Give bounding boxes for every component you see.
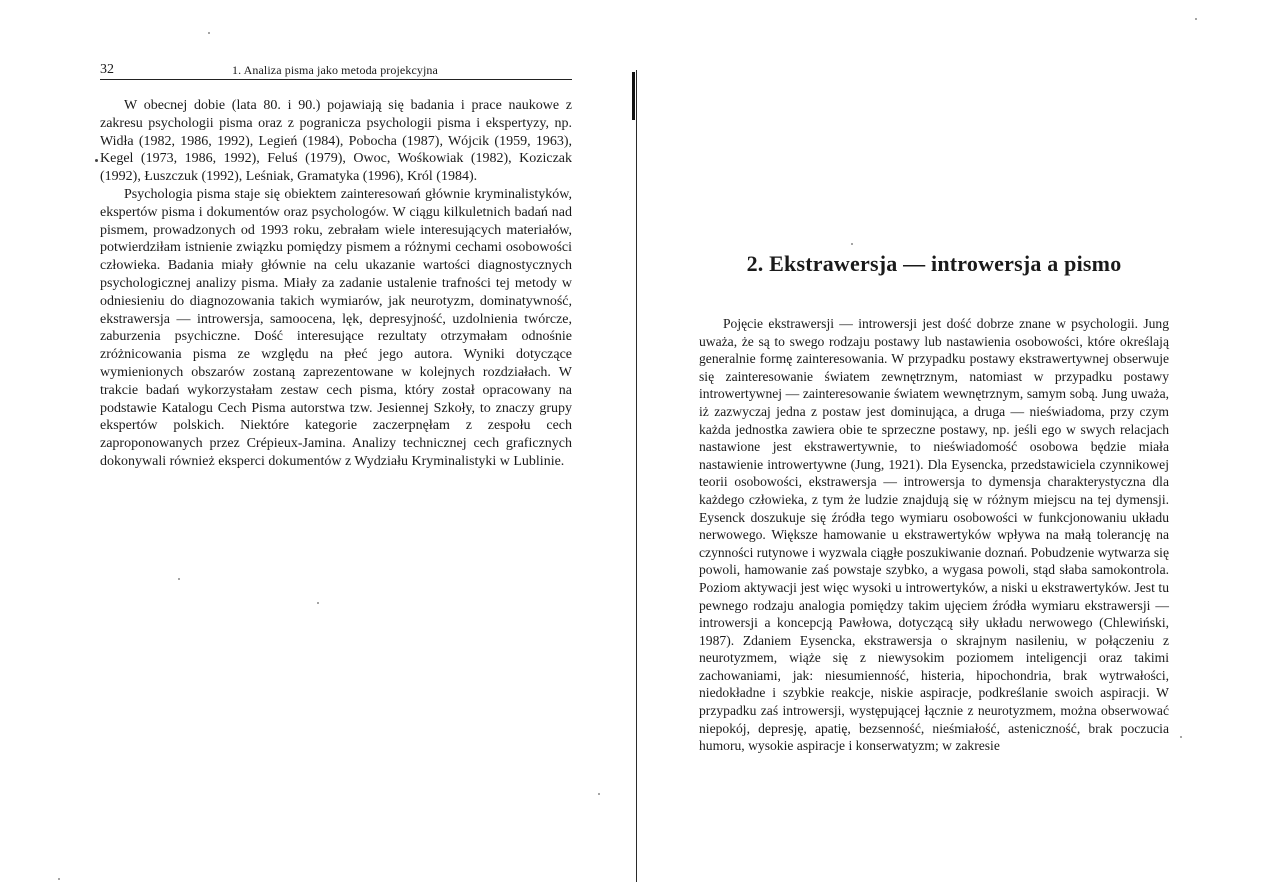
page-number: 32 — [100, 62, 114, 77]
right-body-text — [699, 315, 1169, 755]
right-paragraph-1: Pojęcie ekstrawersji — introwersji jest dość dobrze znane w psychologii. Jung uważa, że są to swego rodzaju postawy lub nastawienia osobowości, które określają generalnie formę zainteresowania. W przypadku postawy ekstrawertywnej obserwuje się zainteresowanie światem zewnętrznym, natomiast w przypadku postawy introwertywnej — zainteresowanie światem wewnętrznym, samym sobą. Jung uważa, iż zazwyczaj jedna z postaw jest dominująca, a druga — nieświadoma, przy czym każda jednostka zawiera obie te sprzeczne postawy, np. jeśli ego w swych relacjach nastawione jest ekstrawertywnie, to nieświadomość osobowa będzie miała nastawienie introwertywne (Jung, 1921). Dla Eysencka, przedstawiciela czynnikowej teorii osobowości, ekstrawersja — introwersja to dymensja charakterystyczna dla każdego człowieka, z tym że ludzie znajdują się w różnym miejscu na tej dymensji. Eysenck doszukuje się źródła tego wymiaru osobowości w funkcjonowaniu układu nerwowego. Większe hamowanie u ekstrawertyków wpływa na małą tolerancję na czynności rutynowe i wyzwala ciągłe poszukiwanie doznań. Pobudzenie wytwarza się powoli, hamowanie zaś powstaje szybko, a wygasa powoli, stąd słaba samokontrola. Poziom aktywacji jest więc wysoki u introwertyków, a niski u ekstrawertyków. Jest tu pewnego rodzaju analogia pomiędzy takim ujęciem źródła wymiaru ekstrawersji — introwersji a koncepcją Pawłowa, dotyczącą siły układu nerwowego (Chlewiński, 1987). Zdaniem Eysencka, ekstrawersja o skrajnym nasileniu, w połączeniu z neurotyzmem, wiąże się z niewysokim poziomem inteligencji oraz takimi zachowaniami, jak: niesumienność, histeria, hipochondria, brak wytrwałości, niedokładne i szybkie reakcje, niskie aspiracje, podkreślanie swoich aspiracji. W przypadku zaś introwersji, występującej łącznie z neurotyzmem, można obserwować niepokój, depresję, apatię, bezsenność, nieśmiałość, asteniczność, brak poczucia humoru, wysokie aspiracje i konserwatyzm; w zakresie — [699, 316, 1169, 754]
scan-speck — [58, 878, 60, 880]
running-title: 1. Analiza pisma jako metoda projekcyjna — [232, 63, 438, 77]
scan-speck — [317, 602, 319, 604]
scan-speck — [1195, 18, 1197, 20]
margin-mark — [95, 159, 98, 162]
scan-speck — [208, 32, 210, 34]
left-body-text — [100, 97, 572, 471]
left-paragraph-1: W obecnej dobie (lata 80. i 90.) pojawiają się badania i prace naukowe z zakresu psychologii pisma oraz z pogranicza psychologii pisma i ekspertyzy, np. Widła (1982, 1986, 1992), Legień (1984), Pobocha (1987), Wójcik (1959, 1963), Kegel (1973, 1986, 1992), Feluś (1979), Owoc, Wośkowiak (1982), Koziczak (1992), Łuszczuk (1992), Leśniak, Gramatyka (1996), Król (1984). — [100, 98, 572, 185]
scan-speck — [851, 243, 853, 245]
left-page — [0, 0, 630, 894]
scan-speck — [178, 578, 180, 580]
running-header — [100, 61, 572, 80]
scan-speck — [598, 793, 600, 795]
scan-speck — [1180, 736, 1182, 738]
chapter-title: 2. Ekstrawersja — introwersja a pismo — [746, 251, 1122, 276]
left-paragraph-2: Psychologia pisma staje się obiektem zainteresowań głównie kryminalistyków, ekspertów pisma i dokumentów oraz psychologów. W ciągu kilkuletnich badań nad pismem, prowadzonych od 1993 roku, zebrałam wiele interesujących materiałów, potwierdziłam istnienie związku pomiędzy pismem a różnymi cechami osobowości człowieka. Badania miały głównie na celu ukazanie wartości diagnostycznych psychologicznej analizy pisma. Miały za zadanie ustalenie trafności tej metody w odniesieniu do diagnozowania takich wymiarów, jak neurotyzm, dominatywność, ekstrawersja — introwersja, samoocena, lęk, depresyjność, uzdolnienia twórcze, zaburzenia psychiczne. Dość interesujące rezultaty otrzymałam odnośnie zróżnicowania pisma ze względu na płeć jego autora. Wyniki dotyczące wymienionych obszarów zostaną zaprezentowane w kolejnych rozdziałach. W trakcie badań wykorzystałam zestaw cech pisma, który został opracowany na podstawie Katalogu Cech Pisma autorstwa tzw. Jesiennej Szkoły, to znaczy grupy ekspertów polskich. Niektóre kategorie zaczerpnęłam z zespołu cech zaproponowanych przez Crépieux-Jamina. Analizy technicznej cech graficznych dokonywali również eksperci dokumentów z Wydziału Kryminalistyki w Lublinie. — [100, 186, 572, 469]
